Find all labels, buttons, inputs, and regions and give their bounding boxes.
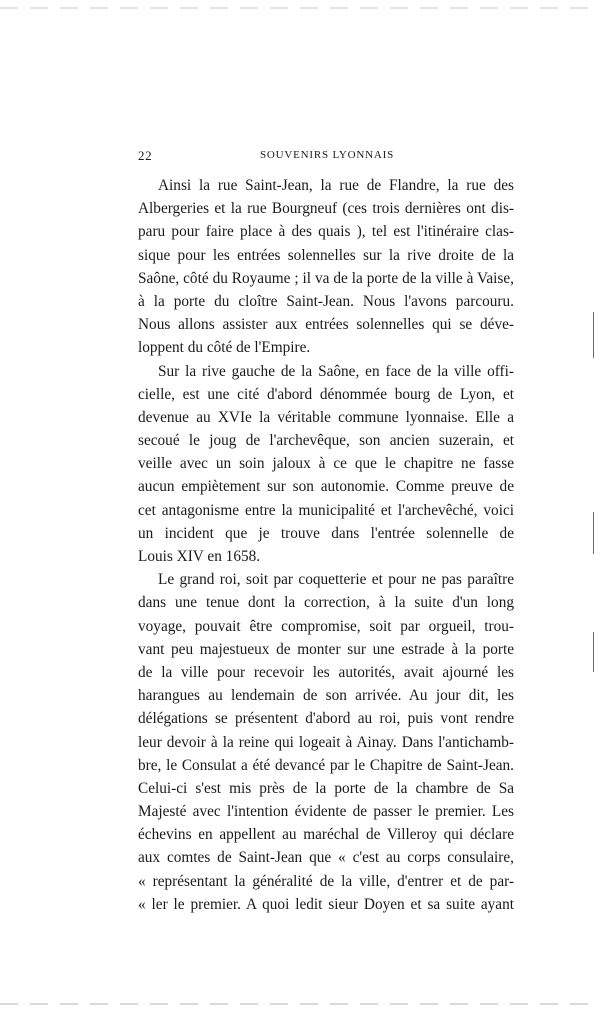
text-line: cet antagonisme entre la municipalité et l'archevêché, voici <box>138 501 514 519</box>
text-line: paru pour faire place à des quais ), tel est l'itinéraire clas- <box>138 223 514 241</box>
scan-bottom-edge <box>0 1003 600 1005</box>
text-line: Ainsi la rue Saint-Jean, la rue de Flandre, la rue des <box>158 177 514 194</box>
text-line: voyage, pouvait être compromise, soit par orgueil, trou- <box>138 617 514 635</box>
text-line: aux comtes de Saint-Jean que « c'est au corps consulaire, <box>138 849 514 867</box>
text-line: Nous allons assister aux entrées solennelles qui se déve- <box>138 316 514 334</box>
text-line: loppent du côté de l'Empire. <box>138 339 311 357</box>
text-line: « représentant la généralité de la ville, d'entrer et de par- <box>138 872 514 890</box>
text-line: Albergeries et la rue Bourgneuf (ces trois dernières ont dis- <box>138 200 514 218</box>
text-line: bre, le Consulat a été devancé par le Chapitre de Saint-Jean. <box>138 756 514 774</box>
text-line: Saône, côté du Royaume ; il va de la porte de la ville à Vaise, <box>138 269 514 287</box>
text-line: devenue au XVIe la véritable commune lyonnaise. Elle a <box>138 408 514 426</box>
page-number: 22 <box>138 148 153 163</box>
text-line: Celui-ci s'est mis près de la porte de la chambre de Sa <box>138 779 514 797</box>
text-line: Louis XIV en 1658. <box>138 548 261 565</box>
scan-edge-mark <box>593 312 594 358</box>
text-line: délégations se présentent d'abord au roi, puis vont rendre <box>138 710 514 728</box>
text-line: secoué le joug de l'archevêque, son ancien suzerain, et <box>138 432 514 450</box>
scan-edge-mark <box>593 632 594 672</box>
text-line: un incident que je trouve dans l'entrée solennelle de <box>138 524 514 542</box>
text-line: « ler le premier. A quoi ledit sieur Doyen et sa suite ayant <box>138 895 514 913</box>
scan-top-edge <box>0 7 600 9</box>
text-line: cielle, est une cité d'abord dénommée bourg de Lyon, et <box>138 385 514 403</box>
text-line: veille avec un soin jaloux à ce que le chapitre ne fasse <box>138 455 514 473</box>
text-line: sique pour les entrées solennelles sur la rive droite de la <box>138 246 514 264</box>
scan-edge-mark <box>593 512 594 554</box>
text-line: harangues au lendemain de son arrivée. Au jour dit, les <box>138 687 514 705</box>
body-text <box>138 174 514 916</box>
text-line: vant peu majestueux de monter sur une estrade à la porte <box>138 640 514 658</box>
text-line: dans une tenue dont la correction, à la suite d'un long <box>138 594 514 612</box>
text-line: échevins en appellent au maréchal de Villeroy qui déclare <box>138 826 514 844</box>
running-head <box>138 148 514 164</box>
text-line: à la porte du cloître Saint-Jean. Nous l'avons parcouru. <box>138 292 514 310</box>
running-head-title: SOUVENIRS LYONNAIS <box>260 149 394 161</box>
text-line: de la ville pour recevoir les autorités, avait ajourné les <box>138 663 514 681</box>
text-line: Sur la rive gauche de la Saône, en face de la ville offi- <box>158 362 514 380</box>
text-line: Majesté avec l'intention évidente de passer le premier. Les <box>138 803 514 821</box>
text-line: aucun empiètement sur son autonomie. Comme preuve de <box>138 478 514 496</box>
text-line: Le grand roi, soit par coquetterie et pour ne pas paraître <box>158 571 514 589</box>
text-line: leur devoir à la reine qui logeait à Ainay. Dans l'antichamb- <box>138 733 514 751</box>
